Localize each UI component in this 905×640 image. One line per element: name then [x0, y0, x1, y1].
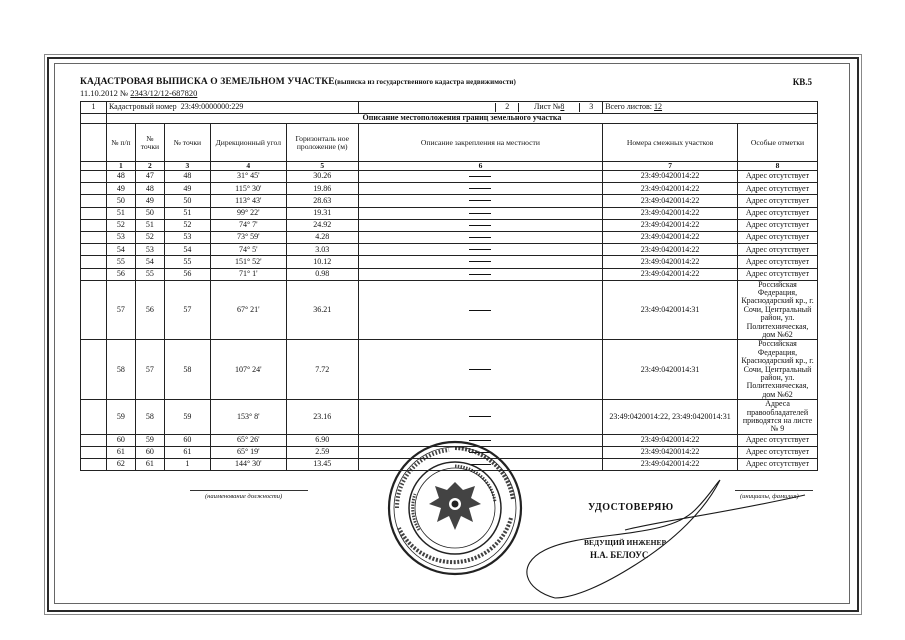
adjacent-parcels: 23:49:0420014:22	[603, 434, 738, 446]
direction-angle: 65° 19'	[210, 446, 286, 458]
fixing-description	[358, 340, 603, 400]
row-index: 51	[106, 207, 135, 219]
boundary-row	[81, 400, 818, 435]
boundary-row	[81, 171, 818, 183]
direction-angle: 65° 26'	[210, 434, 286, 446]
special-notes: Адрес отсутствует	[738, 268, 818, 280]
row-index: 62	[106, 459, 135, 471]
horizontal-distance: 28.63	[286, 195, 358, 207]
direction-angle: 73° 59'	[210, 231, 286, 243]
sheet-label: Лист №	[533, 102, 561, 112]
fixing-description	[358, 256, 603, 268]
adjacent-parcels: 23:49:0420014:22	[603, 244, 738, 256]
col-number: 6	[358, 162, 603, 171]
col-header-adjacent: Номера смежных участков	[603, 124, 738, 162]
dash-mark	[469, 274, 491, 275]
cadastral-number-cell	[106, 102, 358, 114]
point-to: 60	[164, 434, 210, 446]
adjacent-parcels: 23:49:0420014:22, 23:49:0420014:31	[603, 400, 738, 435]
point-from: 59	[135, 434, 164, 446]
adjacent-parcels: 23:49:0420014:22	[603, 231, 738, 243]
row-index: 57	[106, 280, 135, 340]
horizontal-distance: 23.16	[286, 400, 358, 435]
dash-mark	[469, 310, 491, 311]
col-number: 7	[603, 162, 738, 171]
adjacent-parcels: 23:49:0420014:22	[603, 183, 738, 195]
cadastral-row	[81, 102, 818, 114]
horizontal-distance: 6.90	[286, 434, 358, 446]
row-index: 50	[106, 195, 135, 207]
fixing-description	[358, 207, 603, 219]
horizontal-distance: 13.45	[286, 459, 358, 471]
dash-mark	[469, 213, 491, 214]
special-notes: Адрес отсутствует	[738, 244, 818, 256]
dash-mark	[469, 369, 491, 370]
direction-angle: 144° 30'	[210, 459, 286, 471]
adjacent-parcels: 23:49:0420014:22	[603, 219, 738, 231]
boundary-rows	[81, 171, 818, 471]
document-date: 11.10.2012 №	[80, 88, 129, 98]
fixing-description	[358, 231, 603, 243]
point-to: 48	[164, 171, 210, 183]
point-from: 50	[135, 207, 164, 219]
dash-mark	[469, 225, 491, 226]
point-to: 54	[164, 244, 210, 256]
boundary-row	[81, 207, 818, 219]
point-to: 56	[164, 268, 210, 280]
signatory-name: Н.А. БЕЛОУС	[590, 550, 649, 560]
point-to: 1	[164, 459, 210, 471]
boundary-row	[81, 268, 818, 280]
horizontal-distance: 30.26	[286, 171, 358, 183]
point-from: 58	[135, 400, 164, 435]
dash-mark	[469, 176, 491, 177]
special-notes: Адрес отсутствует	[738, 446, 818, 458]
adjacent-parcels: 23:49:0420014:22	[603, 207, 738, 219]
direction-angle: 115° 30'	[210, 183, 286, 195]
horizontal-distance: 2.59	[286, 446, 358, 458]
cadastral-row-index: 1	[81, 102, 107, 114]
fixing-description	[358, 183, 603, 195]
initials-caption: (инициалы, фамилия)	[740, 493, 799, 500]
direction-angle: 71° 1'	[210, 268, 286, 280]
fixing-description	[358, 244, 603, 256]
boundary-row	[81, 183, 818, 195]
row-index: 52	[106, 219, 135, 231]
col-header-notes: Особые отметки	[738, 124, 818, 162]
point-to: 49	[164, 183, 210, 195]
row-index: 55	[106, 256, 135, 268]
point-from: 56	[135, 280, 164, 340]
boundary-row	[81, 231, 818, 243]
adjacent-parcels: 23:49:0420014:22	[603, 446, 738, 458]
point-to: 53	[164, 231, 210, 243]
special-notes: Адрес отсутствует	[738, 434, 818, 446]
horizontal-distance: 19.31	[286, 207, 358, 219]
row-index: 56	[106, 268, 135, 280]
horizontal-distance: 0.98	[286, 268, 358, 280]
document-date-line	[80, 88, 197, 98]
fixing-description	[358, 195, 603, 207]
cadastral-number-label: Кадастровый номер	[108, 102, 177, 112]
column-header-row	[81, 124, 818, 162]
col-number: 8	[738, 162, 818, 171]
point-to: 51	[164, 207, 210, 219]
point-from: 57	[135, 340, 164, 400]
fixing-description	[358, 400, 603, 435]
fixing-description	[358, 268, 603, 280]
point-to: 55	[164, 256, 210, 268]
boundary-row	[81, 256, 818, 268]
direction-angle: 99° 22'	[210, 207, 286, 219]
col-number: 5	[286, 162, 358, 171]
col-header-distance: Горизонталь ное проложение (м)	[286, 124, 358, 162]
row-index: 58	[106, 340, 135, 400]
certify-label: УДОСТОВЕРЯЮ	[588, 502, 674, 513]
boundary-row	[81, 280, 818, 340]
horizontal-distance: 3.03	[286, 244, 358, 256]
adjacent-parcels: 23:49:0420014:31	[603, 280, 738, 340]
row-index: 61	[106, 446, 135, 458]
point-from: 60	[135, 446, 164, 458]
special-notes: Адрес отсутствует	[738, 459, 818, 471]
direction-angle: 31° 45'	[210, 171, 286, 183]
row-index: 54	[106, 244, 135, 256]
row-index: 60	[106, 434, 135, 446]
adjacent-parcels: 23:49:0420014:31	[603, 340, 738, 400]
direction-angle: 151° 52'	[210, 256, 286, 268]
point-to: 59	[164, 400, 210, 435]
col-number: 2	[135, 162, 164, 171]
col-number: 3	[164, 162, 210, 171]
direction-angle: 67° 21'	[210, 280, 286, 340]
column-number-row	[81, 162, 818, 171]
total-sheets-label: Всего листов:	[605, 102, 653, 112]
point-from: 47	[135, 171, 164, 183]
point-from: 54	[135, 256, 164, 268]
section-title-row	[81, 114, 818, 124]
point-from: 48	[135, 183, 164, 195]
direction-angle: 113° 43'	[210, 195, 286, 207]
boundary-row	[81, 219, 818, 231]
special-notes: Адрес отсутствует	[738, 207, 818, 219]
sheet-cell	[358, 102, 603, 114]
row-index: 49	[106, 183, 135, 195]
boundary-table	[80, 101, 818, 471]
point-from: 53	[135, 244, 164, 256]
special-notes: Российская Федерация, Краснодарский кр., г. Сочи, Центральный район, ул. Политехническая, дом №62	[738, 280, 818, 340]
signatory-role: ВЕДУЩИЙ ИНЖЕНЕР	[584, 538, 667, 547]
adjacent-parcels: 23:49:0420014:22	[603, 171, 738, 183]
boundary-row	[81, 195, 818, 207]
document-title	[80, 77, 516, 87]
col-header-pp: № п/п	[106, 124, 135, 162]
col-number: 4	[210, 162, 286, 171]
position-signature-line	[190, 490, 308, 491]
col-header-angle: Дирекционный угол	[210, 124, 286, 162]
point-from: 52	[135, 231, 164, 243]
adjacent-parcels: 23:49:0420014:22	[603, 459, 738, 471]
section-title: Описание местоположения границ земельного участка	[106, 114, 817, 124]
direction-angle: 153° 8'	[210, 400, 286, 435]
horizontal-distance: 7.72	[286, 340, 358, 400]
horizontal-distance: 4.28	[286, 231, 358, 243]
horizontal-distance: 19.86	[286, 183, 358, 195]
direction-angle: 74° 5'	[210, 244, 286, 256]
fixing-description	[358, 280, 603, 340]
special-notes: Адрес отсутствует	[738, 171, 818, 183]
adjacent-parcels: 23:49:0420014:22	[603, 256, 738, 268]
special-notes: Адрес отсутствует	[738, 231, 818, 243]
row-index: 48	[106, 171, 135, 183]
direction-angle: 74° 7'	[210, 219, 286, 231]
boundary-row	[81, 340, 818, 400]
dash-mark	[469, 188, 491, 189]
form-code: КВ.5	[792, 77, 812, 87]
special-notes: Адрес отсутствует	[738, 219, 818, 231]
dash-mark	[469, 237, 491, 238]
point-to: 57	[164, 280, 210, 340]
point-to: 58	[164, 340, 210, 400]
point-from: 61	[135, 459, 164, 471]
boundary-row	[81, 244, 818, 256]
dash-mark	[469, 261, 491, 262]
horizontal-distance: 36.21	[286, 280, 358, 340]
direction-angle: 107° 24'	[210, 340, 286, 400]
position-caption: (наименование должности)	[205, 493, 283, 500]
adjacent-parcels: 23:49:0420014:22	[603, 195, 738, 207]
fixing-description	[358, 219, 603, 231]
col-header-fixing: Описание закрепления на местности	[358, 124, 603, 162]
special-notes: Адреса правообладателей приводятся на листе № 9	[738, 400, 818, 435]
special-notes: Адрес отсутствует	[738, 256, 818, 268]
document-number: 2343/12/12-687820	[130, 88, 198, 98]
special-notes: Российская Федерация, Краснодарский кр., г. Сочи, Центральный район, ул. Политехническая, дом №62	[738, 340, 818, 400]
row-index: 53	[106, 231, 135, 243]
point-from: 55	[135, 268, 164, 280]
total-sheets-value: 12	[654, 102, 663, 112]
total-index: 3	[579, 103, 602, 111]
total-sheets-cell	[603, 102, 818, 114]
dash-mark	[469, 200, 491, 201]
col-number: 1	[106, 162, 135, 171]
official-seal-stamp	[385, 438, 525, 578]
horizontal-distance: 24.92	[286, 219, 358, 231]
sheet-index: 2	[495, 103, 519, 111]
special-notes: Адрес отсутствует	[738, 183, 818, 195]
row-index: 59	[106, 400, 135, 435]
title-subtitle: (выписка из государственного кадастра недвижимости)	[334, 78, 516, 86]
adjacent-parcels: 23:49:0420014:22	[603, 268, 738, 280]
dash-mark	[469, 249, 491, 250]
col-header-point-from: № точки	[135, 124, 164, 162]
col-header-point-to: № точки	[164, 124, 210, 162]
sheet-number: 8	[560, 102, 565, 112]
point-to: 52	[164, 219, 210, 231]
point-from: 49	[135, 195, 164, 207]
dash-mark	[469, 416, 491, 417]
special-notes: Адрес отсутствует	[738, 195, 818, 207]
cadastral-number-value: 23:49:0000000:229	[180, 102, 244, 112]
horizontal-distance: 10.12	[286, 256, 358, 268]
point-from: 51	[135, 219, 164, 231]
fixing-description	[358, 171, 603, 183]
title-text: КАДАСТРОВАЯ ВЫПИСКА О ЗЕМЕЛЬНОМ УЧАСТКЕ	[80, 77, 335, 87]
point-to: 61	[164, 446, 210, 458]
point-to: 50	[164, 195, 210, 207]
